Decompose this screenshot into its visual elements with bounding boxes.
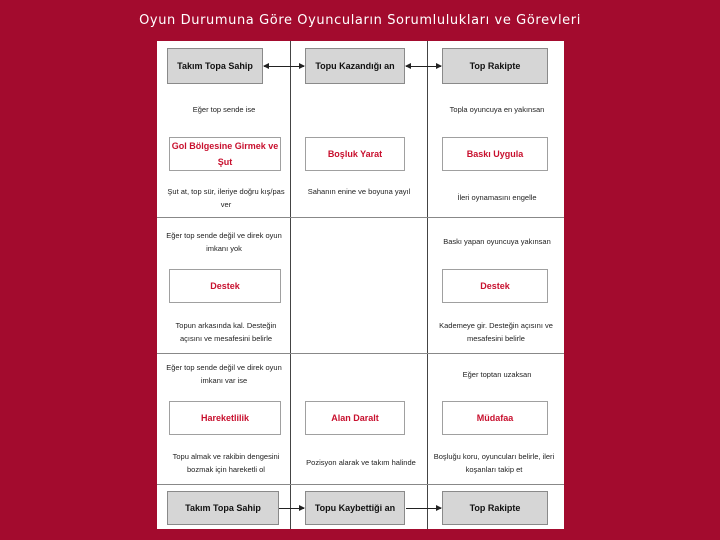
note-right-2: Kademeye gir. Desteğin açısını ve mesafesini belirle [439, 321, 553, 343]
condition-left-1: Eğer top sende ise [192, 105, 256, 114]
condition-left-3: Eğer top sende değil ve direk oyun imkanı var ise [166, 363, 282, 385]
condition-right-1: Topla oyuncuya en yakınsan [449, 105, 545, 114]
note-left-3: Topu almak ve rakibin dengesini bozmak için hareketli ol [172, 452, 280, 474]
box-goal-and-shot: Gol Bölgesine Girmek ve Şut [169, 137, 281, 171]
box-create-space: Boşluk Yarat [305, 137, 405, 171]
arrow-footer-left-center [279, 508, 304, 509]
section-divider-1 [157, 217, 564, 218]
note-center-1: Sahanın enine ve boyuna yayıl [307, 187, 411, 196]
condition-left-2: Eğer top sende değil ve direk oyun imkanı yok [166, 231, 282, 253]
arrow-footer-center-right [406, 508, 441, 509]
note-left-1: Şut at, top sür, ileriye doğru kış/pas ver [167, 187, 285, 209]
note-left-2: Topun arkasında kal. Desteğin açısını ve mesafesini belirle [175, 321, 277, 343]
arrow-center-right [406, 66, 441, 67]
arrow-left-center [264, 66, 304, 67]
column-divider-right [427, 41, 428, 529]
note-center-3: Pozisyon alarak ve takım halinde [306, 458, 416, 467]
box-apply-pressure: Baskı Uygula [442, 137, 548, 171]
box-narrow-space: Alan Daralt [305, 401, 405, 435]
page-title: Oyun Durumuna Göre Oyuncuların Sorumlulukları ve Görevleri [139, 13, 581, 28]
header-box-right: Top Rakipte [442, 48, 548, 84]
footer-box-right: Top Rakipte [442, 491, 548, 525]
box-support-right: Destek [442, 269, 548, 303]
section-divider-3 [157, 484, 564, 485]
footer-box-center: Topu Kaybettiği an [305, 491, 405, 525]
note-right-3: Boşluğu koru, oyuncuları belirle, ileri koşanları takip et [433, 452, 555, 474]
note-right-1: İleri oynamasını engelle [457, 193, 537, 202]
condition-right-2: Baskı yapan oyuncuya yakınsan [443, 237, 551, 246]
header-box-center: Topu Kazandığı an [305, 48, 405, 84]
box-mobility: Hareketlilik [169, 401, 281, 435]
condition-right-3: Eğer toptan uzaksan [462, 370, 532, 379]
responsibility-diagram [157, 41, 564, 529]
header-box-left: Takım Topa Sahip [167, 48, 263, 84]
footer-box-left: Takım Topa Sahip [167, 491, 279, 525]
column-divider-left [290, 41, 291, 529]
box-defense: Müdafaa [442, 401, 548, 435]
box-support-left: Destek [169, 269, 281, 303]
section-divider-2 [157, 353, 564, 354]
